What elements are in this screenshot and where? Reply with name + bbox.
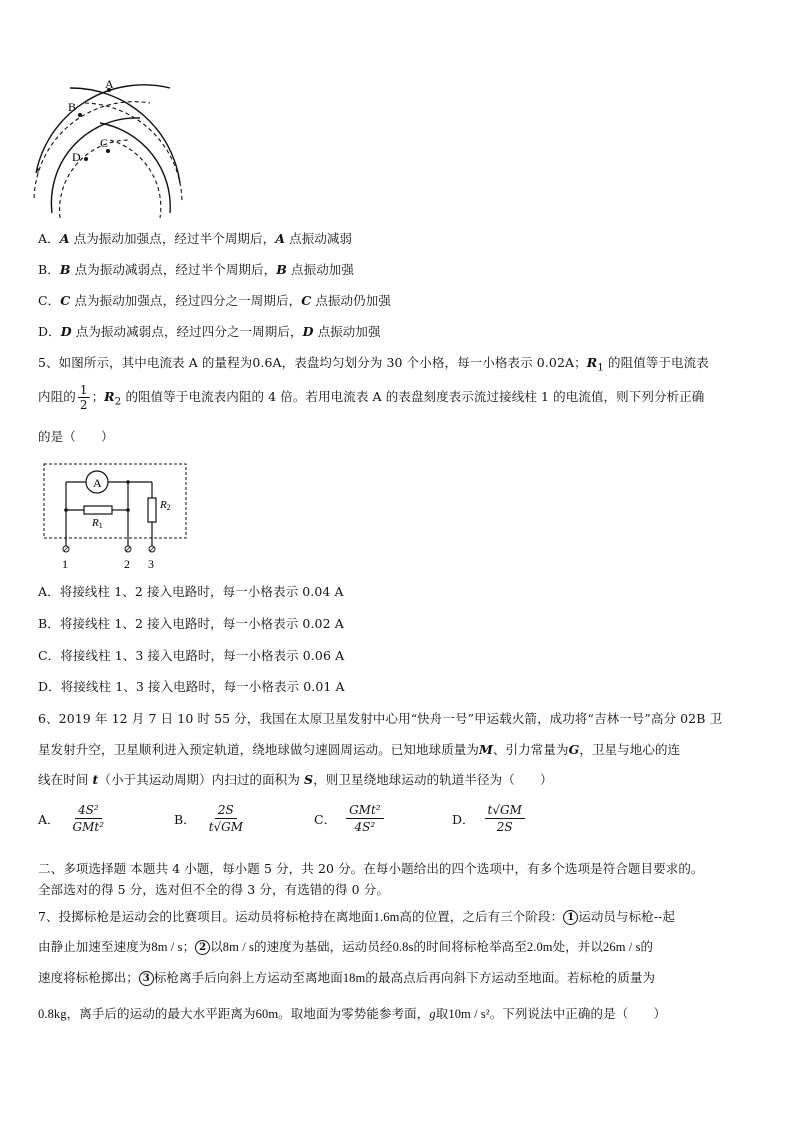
q4-option-a: A．A 点为振动加强点，经过半个周期后，A 点振动减弱 <box>38 231 353 246</box>
label-c: C <box>100 136 109 150</box>
point-b <box>78 113 82 117</box>
dashed-wave-arc-right-2 <box>110 140 161 218</box>
r2-label: R2 <box>160 499 171 512</box>
q5-option-a: A．将接线柱 1、2 接入电路时，每一小格表示 0.04 A <box>38 584 344 599</box>
wave-interference-figure <box>30 78 190 218</box>
q5-option-d: D．将接线柱 1、3 接入电路时，每一小格表示 0.01 A <box>38 679 345 694</box>
q6-stem-line-2: 星发射升空，卫星顺利进入预定轨道，绕地球做匀速圆周运动。已知地球质量为M、引力常量为G，卫星与地心的连 <box>38 742 681 757</box>
q6-option-b: B． $\frac{2S}{t√GM}$ <box>174 803 244 834</box>
q6-options <box>38 802 758 848</box>
label-d: D <box>72 150 81 164</box>
ammeter-label: A <box>93 476 102 490</box>
q5-option-b: B．将接线柱 1、2 接入电路时，每一小格表示 0.02 A <box>38 616 344 631</box>
label-a: A <box>105 78 114 91</box>
q4-option-c: C．C 点为振动加强点，经过四分之一周期后，C 点振动仍加强 <box>38 293 391 308</box>
circuit-figure <box>40 462 190 574</box>
q5-stem-line-2: 内阻的 $\frac{1}{2}$ ；$R_2$ 的阻值等于电流表内阻的 4 倍。若用电流表 A 的表盘刻度表示流过接线柱 1 的电流值，则下列分析正确 <box>38 383 705 412</box>
terminal-1-label: 1 <box>62 557 68 571</box>
q5-stem-line-3: 的是（ ） <box>38 429 114 444</box>
r1-label: R1 <box>92 517 103 530</box>
solid-wave-arc-right-2 <box>100 123 170 213</box>
q6-option-d: D． $\frac{t√GM}{2S}$ <box>452 802 525 835</box>
q7-stem-line-3: 速度将标枪掷出； 3 标枪离手后向斜上方运动至离地面18m的最高点后再向斜下方运动至地面。若标枪的质量为 <box>38 970 656 985</box>
q4-option-b: B．B 点为振动减弱点，经过半个周期后，B 点振动加强 <box>38 262 354 277</box>
q4-option-d: D．D 点为振动减弱点，经过四分之一周期后，D 点振动加强 <box>38 324 381 339</box>
q7-stem-line-2: 由静止加速至速度为8m / s； 2 以8m / s的速度为基础，运动员经0.8s的时间将标枪举高至2.0m处，并以26m / s的 <box>38 939 654 954</box>
q7-stem-line-4: 0.8kg，离手后的运动的最大水平距离为60m。取地面为零势能参考面，g取10m / s²。下列说法中正确的是（ ） <box>38 1006 667 1021</box>
solid-wave-arc-right-1 <box>70 88 180 183</box>
q5-stem-line-1: 5、如图所示，其中电流表 A 的量程为0.6A，表盘均匀划分为 30 个小格，每一小格表示 0.02A；$R_1$ 的阻值等于电流表 <box>38 355 709 374</box>
point-d <box>84 157 88 161</box>
terminal-3-label: 3 <box>148 557 154 571</box>
q6-option-a: A． $\frac{\text{4S²}}{\text{GMt²}}$ <box>38 803 105 834</box>
q6-stem-line-3: 线在时间 t（小于其运动周期）内扫过的面积为 S，则卫星绕地球运动的轨道半径为（ ） <box>38 772 553 787</box>
dashed-wave-arc-left-2 <box>60 140 130 218</box>
terminal-2-label: 2 <box>124 557 130 571</box>
q6-option-c: C． $\frac{\text{GMt²}}{\text{4S²}}$ <box>314 802 384 835</box>
label-b: B <box>68 100 77 114</box>
q7-stem-line-1: 7、投掷标枪是运动会的比赛项目。运动员将标枪持在离地面1.6m高的位置，之后有三个阶段： 1 运动员与标枪--起 <box>38 909 676 924</box>
resistor-r2 <box>148 498 156 522</box>
section-2-header-line-2: 全部选对的得 5 分，选对但不全的得 3 分，有选错的得 0 分。 <box>38 882 389 897</box>
resistor-r1 <box>84 506 112 514</box>
q6-stem-line-1: 6、2019 年 12 月 7 日 10 时 55 分，我国在太原卫星发射中心用“快舟一号”甲运载火箭，成功将“吉林一号”高分 02B 卫 <box>38 711 723 726</box>
half-fraction: $\frac{1}{2}$ <box>79 383 88 412</box>
section-2-header-line-1: 二、多项选择题 本题共 4 小题，每小题 5 分，共 20 分。在每小题给出的四个选项中，有多个选项是符合题目要求的。 <box>38 861 704 876</box>
q5-option-c: C．将接线柱 1、3 接入电路时，每一小格表示 0.06 A <box>38 648 345 663</box>
